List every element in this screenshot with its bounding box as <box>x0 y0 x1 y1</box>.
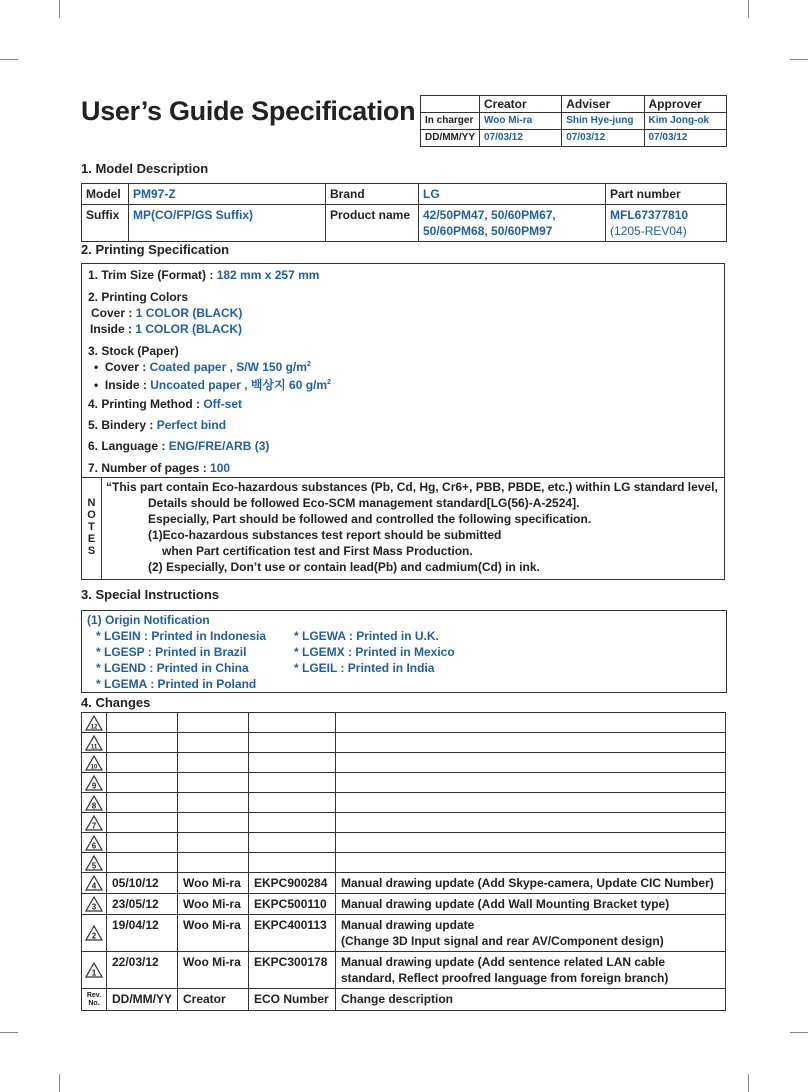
triangle-icon <box>84 854 104 872</box>
triangle-icon <box>84 834 104 852</box>
divider <box>82 477 724 478</box>
change-creator <box>178 753 249 773</box>
change-date: 05/10/12 <box>107 873 178 894</box>
change-date <box>107 813 178 833</box>
triangle-icon <box>84 924 104 942</box>
crop-mark <box>59 0 60 18</box>
revision-icon <box>82 713 107 733</box>
approval-header-creator: Creator <box>480 96 562 113</box>
change-creator: Woo Mi-ra <box>178 873 249 894</box>
footer-description-label: Change description <box>336 989 726 1011</box>
revision-icon <box>82 733 107 753</box>
part-revision: (1205-REV04) <box>610 224 687 238</box>
brand-value: LG <box>419 184 606 205</box>
change-description <box>336 713 726 733</box>
change-description <box>336 833 726 853</box>
change-creator <box>178 733 249 753</box>
change-description <box>336 853 726 873</box>
revision-icon <box>82 952 107 989</box>
revision-icon <box>82 753 107 773</box>
revision-number: 6 <box>91 841 97 850</box>
stock-inside: • Inside : Uncoated paper , 백상지 60 $g/m^2$ <box>94 378 331 392</box>
model-value: PM97-Z <box>129 184 326 205</box>
change-creator <box>178 813 249 833</box>
section-heading-special: 3. Special Instructions <box>81 587 219 602</box>
note-line: Especially, Part should be followed and controlled the following specification. <box>148 512 592 526</box>
crop-mark <box>790 59 808 60</box>
change-creator <box>178 773 249 793</box>
approval-adviser-name: Shin Hye-jung <box>562 113 644 130</box>
change-eco-number: EKPC500110 <box>249 894 336 915</box>
change-date <box>107 853 178 873</box>
table-row <box>82 873 726 894</box>
note-line: (1)Eco-hazardous substances test report should be submitted <box>148 528 502 542</box>
footer-eco-label: ECO Number <box>249 989 336 1011</box>
change-creator <box>178 713 249 733</box>
table-row <box>82 813 726 833</box>
note-line: (2) Especially, Don’t use or contain lead(Pb) and cadmium(Cd) in ink. <box>148 560 540 574</box>
printing-spec-box <box>81 263 725 580</box>
printing-method-value: Off-set <box>203 397 242 411</box>
origin-item: * LGEND : Printed in China <box>96 661 249 675</box>
change-eco-number <box>249 753 336 773</box>
origin-item: * LGEWA : Printed in U.K. <box>294 629 439 643</box>
table-row <box>82 894 726 915</box>
change-date <box>107 713 178 733</box>
revision-number: 9 <box>91 781 97 790</box>
changes-table <box>81 712 726 1011</box>
section-heading-model: 1. Model Description <box>81 161 209 176</box>
revision-icon <box>82 915 107 952</box>
revision-rows <box>82 873 726 1011</box>
origin-item: * LGESP : Printed in Brazil <box>96 645 247 659</box>
table-row <box>82 833 726 853</box>
triangle-icon <box>84 794 104 812</box>
printing-colors-label: 2. Printing Colors <box>88 290 189 304</box>
table-row <box>82 952 726 989</box>
change-date <box>107 773 178 793</box>
approval-adviser-date: 07/03/12 <box>562 130 644 147</box>
approval-row-label: DD/MM/YY <box>421 130 480 147</box>
change-creator: Woo Mi-ra <box>178 894 249 915</box>
revision-icon <box>82 894 107 915</box>
notes-label: N O T E S <box>87 497 96 557</box>
change-date: 23/05/12 <box>107 894 178 915</box>
number-of-pages-value: 100 <box>210 461 231 475</box>
cover-colors-value: 1 COLOR (BLACK) <box>135 306 243 320</box>
revision-number: 3 <box>91 902 97 912</box>
approval-header-approver: Approver <box>644 96 727 113</box>
change-creator <box>178 833 249 853</box>
note-line: Details should be followed Eco-SCM management standard[LG(56)-A-2524]. <box>148 496 580 510</box>
origin-item: * LGEMA : Printed in Poland <box>96 677 257 691</box>
table-row <box>82 753 726 773</box>
change-description <box>336 753 726 773</box>
change-date: 22/03/12 <box>107 952 178 989</box>
triangle-icon <box>84 895 104 913</box>
cover-colors: Cover : 1 COLOR (BLACK) <box>91 306 243 320</box>
table-row <box>82 793 726 813</box>
change-description <box>336 915 726 952</box>
change-date <box>107 793 178 813</box>
change-date: 19/04/12 <box>107 915 178 952</box>
revision-icon <box>82 833 107 853</box>
triangle-icon <box>84 754 104 772</box>
table-row <box>82 713 726 733</box>
note-line: “This part contain Eco-hazardous substances (Pb, Cd, Hg, Cr6+, PBB, PBDE, etc.) within LG standard level, <box>106 480 718 494</box>
revision-icon <box>82 773 107 793</box>
footer-creator-label: Creator <box>178 989 249 1011</box>
stock-inside-value: Uncoated paper , 백상지 60 g/m <box>150 378 328 392</box>
change-eco-number <box>249 713 336 733</box>
triangle-icon <box>84 874 104 892</box>
origin-item: * LGEMX : Printed in Mexico <box>294 645 455 659</box>
approval-row-label: In charger <box>421 113 480 130</box>
change-description <box>336 733 726 753</box>
product-name-line: 50/60PM68, 50/60PM97 <box>423 224 553 238</box>
change-creator: Woo Mi-ra <box>178 915 249 952</box>
triangle-icon <box>84 734 104 752</box>
change-description-line: (Change 3D Input signal and rear AV/Component design) <box>341 934 664 948</box>
change-eco-number <box>249 773 336 793</box>
table-row <box>82 915 726 952</box>
change-date <box>107 753 178 773</box>
crop-mark <box>748 1074 749 1092</box>
table-row <box>82 853 726 873</box>
change-description: Manual drawing update (Add Wall Mounting Bracket type) <box>336 894 726 915</box>
change-description <box>336 793 726 813</box>
number-of-pages: 7. Number of pages : 100 <box>88 461 231 475</box>
crop-mark <box>0 59 18 60</box>
table-row <box>82 773 726 793</box>
part-number-label: Part number <box>606 184 727 205</box>
approval-header-adviser: Adviser <box>562 96 644 113</box>
change-creator <box>178 853 249 873</box>
approval-table <box>420 95 727 147</box>
crop-mark <box>748 0 749 18</box>
stock-cover-value: Coated paper , S/W 150 g/m <box>149 360 307 374</box>
change-eco-number <box>249 813 336 833</box>
revision-icon <box>82 793 107 813</box>
change-eco-number <box>249 853 336 873</box>
crop-mark <box>0 1032 18 1033</box>
revision-number: 10 <box>90 764 98 770</box>
revision-icon <box>82 873 107 894</box>
approval-approver-date: 07/03/12 <box>644 130 727 147</box>
section-heading-changes: 4. Changes <box>81 695 151 710</box>
change-eco-number <box>249 793 336 813</box>
part-number-value <box>606 205 727 242</box>
approval-creator-date: 07/03/12 <box>480 130 562 147</box>
revision-number: 8 <box>91 801 97 810</box>
revision-number: 4 <box>91 881 97 891</box>
page-title: User’s Guide Specification <box>81 96 416 126</box>
rev-no-label: Rev. No. <box>82 989 107 1011</box>
empty-revision-rows <box>82 713 726 873</box>
revision-icon <box>82 813 107 833</box>
change-description <box>336 773 726 793</box>
change-description <box>336 813 726 833</box>
bullet: • <box>94 378 105 392</box>
model-label: Model <box>82 184 129 205</box>
inside-colors: Inside : 1 COLOR (BLACK) <box>90 322 243 336</box>
change-eco-number: EKPC900284 <box>249 873 336 894</box>
change-creator <box>178 793 249 813</box>
change-eco-number: EKPC400113 <box>249 915 336 952</box>
stock-label: 3. Stock (Paper) <box>88 344 179 358</box>
trim-size: 1. Trim Size (Format) : 182 mm x 257 mm <box>88 268 320 282</box>
change-description <box>336 952 726 989</box>
change-date <box>107 733 178 753</box>
triangle-icon <box>84 714 104 732</box>
superscript: 2 <box>306 361 311 368</box>
origin-item: * LGEIL : Printed in India <box>294 661 435 675</box>
product-name-value <box>419 205 606 242</box>
approval-approver-name: Kim Jong-ok <box>644 113 727 130</box>
origin-notification-title: (1) Origin Notification <box>87 613 210 627</box>
language-value: ENG/FRE/ARB (3) <box>168 439 270 453</box>
change-eco-number: EKPC300178 <box>249 952 336 989</box>
revision-number: 1 <box>91 968 97 978</box>
crop-mark <box>59 1074 60 1092</box>
special-instructions-box <box>81 610 727 693</box>
suffix-label: Suffix <box>82 205 129 242</box>
trim-size-value: 182 mm x 257 mm <box>216 268 320 282</box>
change-description-line: Manual drawing update (Add sentence related LAN cable <box>341 955 666 969</box>
note-line: when Part certification test and First Mass Production. <box>162 544 473 558</box>
bindery: 5. Bindery : Perfect bind <box>88 418 227 432</box>
product-name-label: Product name <box>326 205 419 242</box>
triangle-icon <box>84 774 104 792</box>
printing-method: 4. Printing Method : Off-set <box>88 397 242 411</box>
suffix-value: MP(CO/FP/GS Suffix) <box>129 205 326 242</box>
revision-number: 11 <box>90 744 98 750</box>
change-description-line: standard, Reflect proofred language from foreign branch) <box>341 971 669 985</box>
revision-number: 7 <box>91 821 97 830</box>
triangle-icon <box>84 961 104 979</box>
change-creator: Woo Mi-ra <box>178 952 249 989</box>
section-heading-printing: 2. Printing Specification <box>81 242 230 257</box>
triangle-icon <box>84 814 104 832</box>
bullet: • <box>94 360 105 374</box>
brand-label: Brand <box>326 184 419 205</box>
change-date <box>107 833 178 853</box>
footer-date-label: DD/MM/YY <box>107 989 178 1011</box>
part-number: MFL67377810 <box>610 208 689 222</box>
revision-number: 2 <box>91 931 97 941</box>
product-name-line: 42/50PM47, 50/60PM67, <box>423 208 556 222</box>
table-row <box>82 733 726 753</box>
inside-colors-value: 1 COLOR (BLACK) <box>135 322 243 336</box>
change-eco-number <box>249 833 336 853</box>
change-eco-number <box>249 733 336 753</box>
origin-item: * LGEIN : Printed in Indonesia <box>96 629 267 643</box>
revision-number: 12 <box>90 724 98 730</box>
bindery-value: Perfect bind <box>156 418 227 432</box>
approval-creator-name: Woo Mi-ra <box>480 113 562 130</box>
revision-icon <box>82 853 107 873</box>
superscript: 2 <box>327 379 331 386</box>
revision-number: 5 <box>91 861 97 870</box>
model-table <box>81 183 727 242</box>
crop-mark <box>790 1032 808 1033</box>
language: 6. Language : ENG/FRE/ARB (3) <box>88 439 270 453</box>
stock-cover: • Cover : Coated paper , S/W 150 $g/m^2$ <box>94 360 311 374</box>
change-description-line: Manual drawing update <box>341 918 475 932</box>
table-footer-row <box>82 989 726 1011</box>
change-description: Manual drawing update (Add Skype-camera, Update CIC Number) <box>336 873 726 894</box>
